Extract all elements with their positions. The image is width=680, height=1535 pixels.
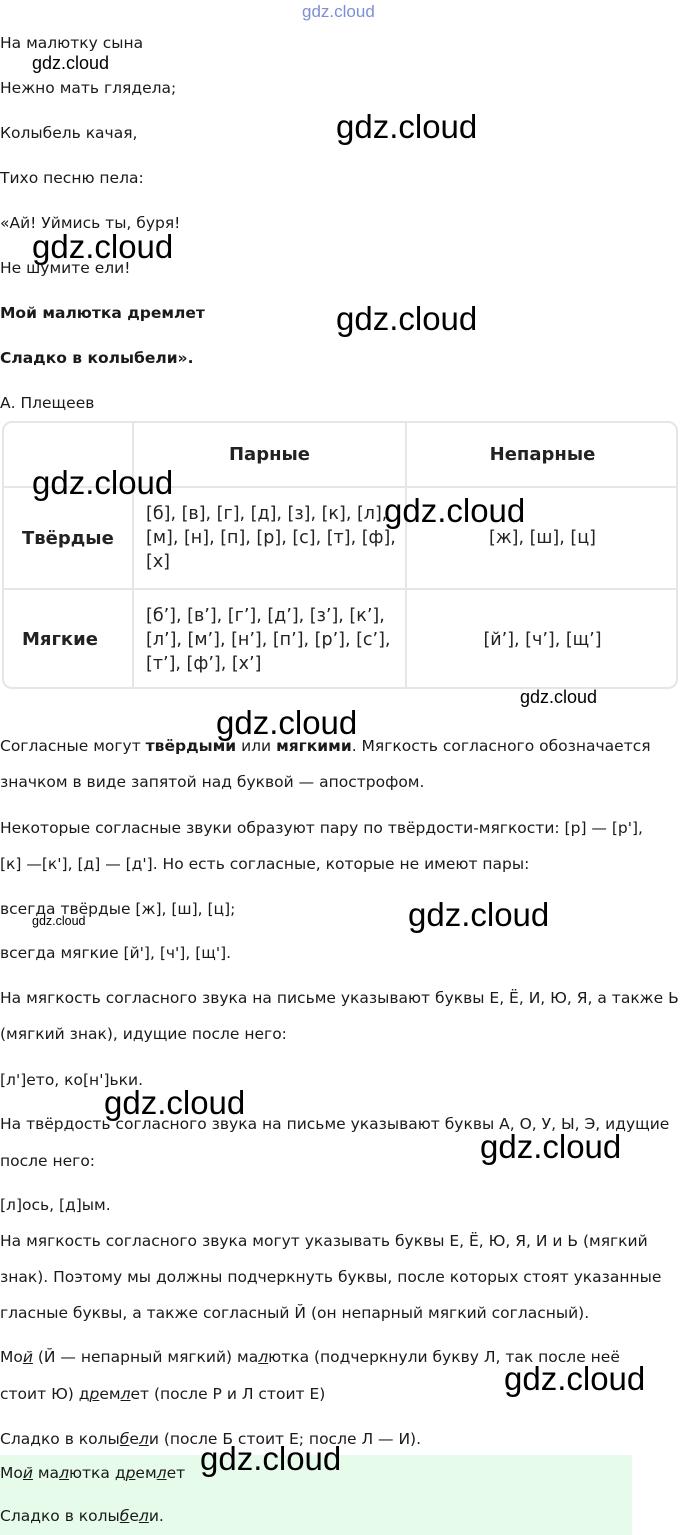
paragraph: [л']ето, ко[н']ьки.: [0, 1071, 143, 1089]
poem-line: Сладко в колыбели».: [0, 349, 194, 367]
poem-line: Тихо песню пела:: [0, 169, 144, 187]
paragraph: (мягкий знак), идущие после него:: [0, 1025, 287, 1043]
poem-line: Колыбель качая,: [0, 124, 138, 142]
watermark: gdz.cloud: [384, 492, 526, 529]
paragraph: На твёрдость согласного звука на письме указывают буквы А, О, У, Ы, Э, идущие: [0, 1115, 670, 1133]
poem-line: Не шумите ели!: [0, 259, 131, 277]
paragraph: значком в виде запятой над буквой — апострофом.: [0, 773, 425, 791]
watermark: gdz.cloud: [32, 53, 110, 73]
answer-line: Сладко в колыбели.: [0, 1507, 164, 1525]
example-line: Мой (Й — непарный мягкий) малютка (подчеркнули букву Л, так после неё: [0, 1348, 620, 1366]
paragraph: всегда мягкие [й'], [ч'], [щ'].: [0, 944, 232, 962]
watermark: gdz.cloud: [504, 1360, 646, 1397]
table-header-paired: Парные: [228, 444, 311, 465]
table-cell-paired: [б], [в], [г], [д], [з], [к], [л], [м], [н], [п], [р], [с], [т], [ф], [х]: [146, 504, 396, 572]
paragraph: [к] —[к'], [д] — [д']. Но есть согласные, которые не имеют пары:: [0, 855, 530, 873]
consonants-table: [2, 421, 678, 689]
poem-author: А. Плещеев: [0, 394, 95, 412]
paragraph: знак). Поэтому мы должны подчеркнуть буквы, после которых стоят указанные: [0, 1268, 662, 1286]
watermark-top: gdz.cloud: [302, 2, 375, 21]
watermark: gdz.cloud: [104, 1084, 246, 1121]
paragraph: На мягкость согласного звука на письме указывают буквы Е, Ё, И, Ю, Я, а также Ь: [0, 989, 679, 1007]
watermark: gdz.cloud: [216, 704, 358, 741]
example-line: стоит Ю) дремлет (после Р и Л стоит Е): [0, 1385, 326, 1403]
example-line: Сладко в колыбели (после Б стоит Е; после Л — И).: [0, 1430, 422, 1448]
watermark: gdz.cloud: [32, 464, 174, 501]
watermark: gdz.cloud: [32, 914, 86, 928]
watermark: gdz.cloud: [520, 687, 598, 707]
poem-line: «Ай! Уймись ты, буря!: [0, 214, 181, 232]
poem-line: Мой малютка дремлет: [0, 304, 205, 322]
paragraph: Согласные могут твёрдыми или мягкими. Мягкость согласного обозначается: [0, 737, 651, 755]
table-row-label: Мягкие: [22, 629, 98, 650]
paragraph: На мягкость согласного звука могут указывать буквы Е, Ё, Ю, Я, И и Ь (мягкий: [0, 1232, 648, 1250]
watermark: gdz.cloud: [336, 108, 478, 145]
table-row-label: Твёрдые: [22, 527, 114, 549]
table-cell-unpaired: [ж], [ш], [ц]: [489, 528, 596, 548]
watermark: gdz.cloud: [336, 300, 478, 337]
watermark: gdz.cloud: [200, 1440, 342, 1477]
paragraph: [л]ось, [д]ым.: [0, 1196, 111, 1214]
paragraph: после него:: [0, 1152, 96, 1170]
watermark: gdz.cloud: [408, 896, 550, 933]
poem-line: На малютку сына: [0, 34, 144, 52]
watermark: gdz.cloud: [32, 228, 174, 265]
paragraph: всегда твёрдые [ж], [ш], [ц];: [0, 900, 236, 918]
table-header-unpaired: Непарные: [489, 444, 596, 465]
table-cell-paired: [б’], [в’], [г’], [д’], [з’], [к’], [л’], [м’], [н’], [п’], [р’], [с’], [т’], [ф’], [х’]: [146, 605, 391, 674]
watermark: gdz.cloud: [480, 1128, 622, 1165]
paragraph: гласные буквы, а также согласный Й (он непарный мягкий согласный).: [0, 1304, 590, 1322]
paragraph: Некоторые согласные звуки образуют пару по твёрдости-мягкости: [р] — [р'],: [0, 819, 643, 837]
table-cell-unpaired: [й’], [ч’], [щ’]: [483, 629, 602, 650]
poem-line: Нежно мать глядела;: [0, 79, 177, 97]
answer-line: Мой малютка дремлет: [0, 1464, 186, 1482]
